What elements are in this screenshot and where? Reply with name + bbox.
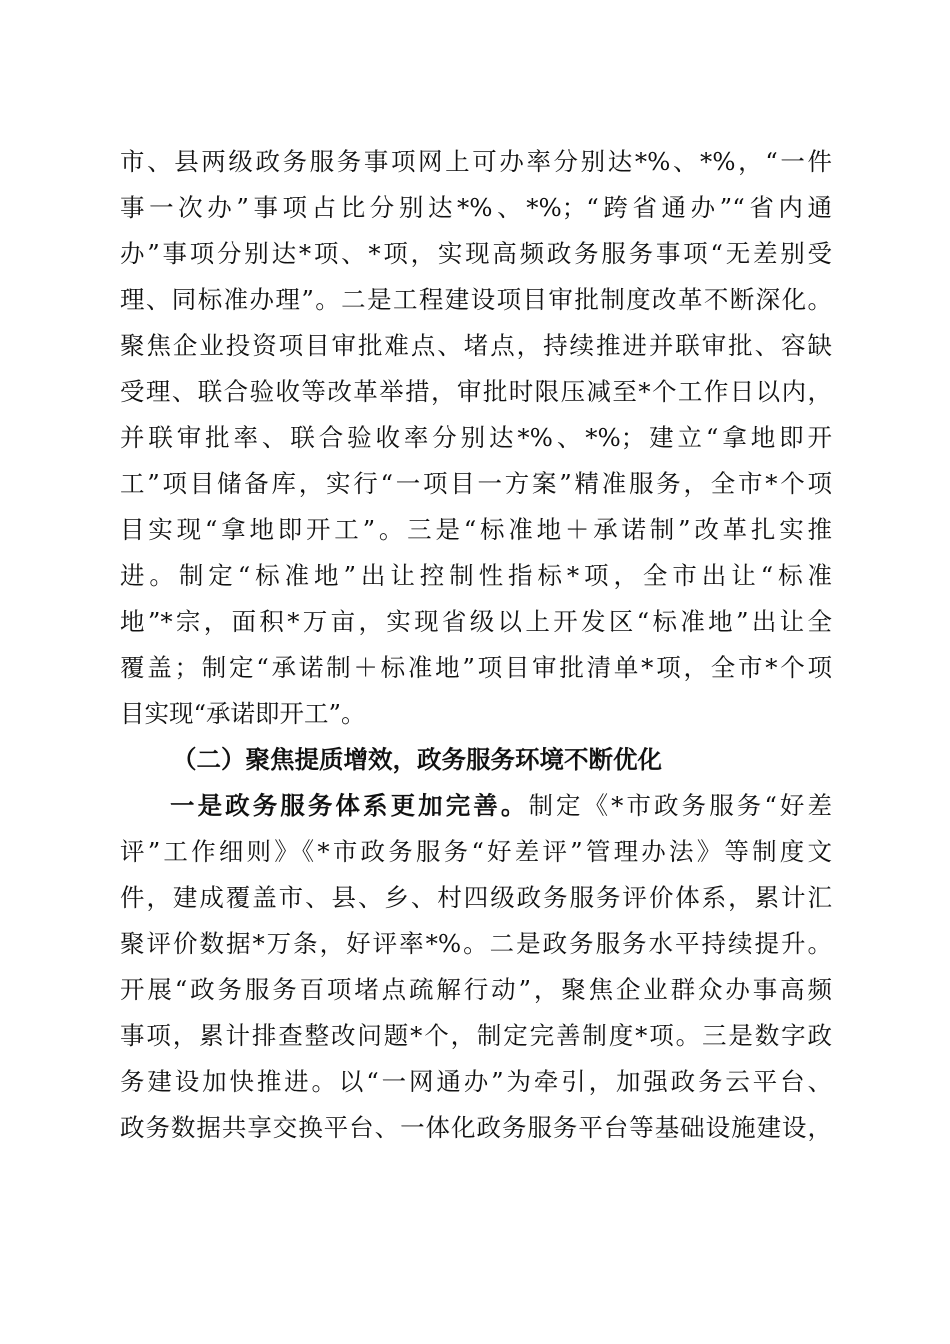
paragraph1-line-8: 工”项目储备库，实行“一项目一方案”精准服务，全市*个项 xyxy=(120,469,832,498)
paragraph2-line-8: 政务数据共享交换平台、一体化政务服务平台等基础设施建设， xyxy=(120,1113,832,1142)
paragraph2-line-7: 务建设加快推进。以“一网通办”为牵引，加强政务云平台、 xyxy=(120,1067,832,1096)
paragraph1-line-6: 受理、联合验收等改革举措，审批时限压减至*个工作日以内， xyxy=(120,377,832,406)
paragraph2-line-4: 聚评价数据*万条，好评率*%。二是政务服务水平持续提升。 xyxy=(120,929,832,958)
section-heading: （二）聚焦提质增效，政务服务环境不断优化 xyxy=(172,745,662,774)
paragraph1-line-7: 并联审批率、联合验收率分别达*%、*%；建立“拿地即开 xyxy=(120,423,832,452)
paragraph1-line-1: 市、县两级政务服务事项网上可办率分别达*%、*%，“一件 xyxy=(120,147,832,176)
paragraph2-line-3: 件，建成覆盖市、县、乡、村四级政务服务评价体系，累计汇 xyxy=(120,883,832,912)
paragraph2-line-5: 开展“政务服务百项堵点疏解行动”，聚焦企业群众办事高频 xyxy=(120,975,832,1004)
paragraph1-line-3: 办”事项分别达*项、*项，实现高频政务服务事项“无差别受 xyxy=(120,239,832,268)
paragraph2-line-6: 事项，累计排查整改问题*个，制定完善制度*项。三是数字政 xyxy=(120,1021,832,1050)
paragraph2-line-1-rest: 制定《*市政务服务“好差 xyxy=(528,791,832,820)
paragraph1-line-12: 覆盖；制定“承诺制＋标准地”项目审批清单*项，全市*个项 xyxy=(120,653,832,682)
paragraph1-line-9: 目实现“拿地即开工”。三是“标准地＋承诺制”改革扎实推 xyxy=(120,515,832,544)
paragraph2-line-1 xyxy=(170,786,832,826)
paragraph2-line-2: 评”工作细则》《*市政务服务“好差评”管理办法》等制度文 xyxy=(120,837,832,866)
paragraph1-line-10: 进。制定“标准地”出让控制性指标*项，全市出让“标准 xyxy=(120,561,832,590)
paragraph2-lead-bold: 一是政务服务体系更加完善。 xyxy=(170,791,529,820)
paragraph1-line-2: 事一次办”事项占比分别达*%、*%；“跨省通办”“省内通 xyxy=(120,193,832,222)
paragraph1-line-5: 聚焦企业投资项目审批难点、堵点，持续推进并联审批、容缺 xyxy=(120,331,832,360)
paragraph1-line-13: 目实现“承诺即开工”。 xyxy=(120,699,366,728)
paragraph1-line-4: 理、同标准办理”。二是工程建设项目审批制度改革不断深化。 xyxy=(120,285,832,314)
paragraph1-line-11: 地”*宗，面积*万亩，实现省级以上开发区“标准地”出让全 xyxy=(120,607,832,636)
